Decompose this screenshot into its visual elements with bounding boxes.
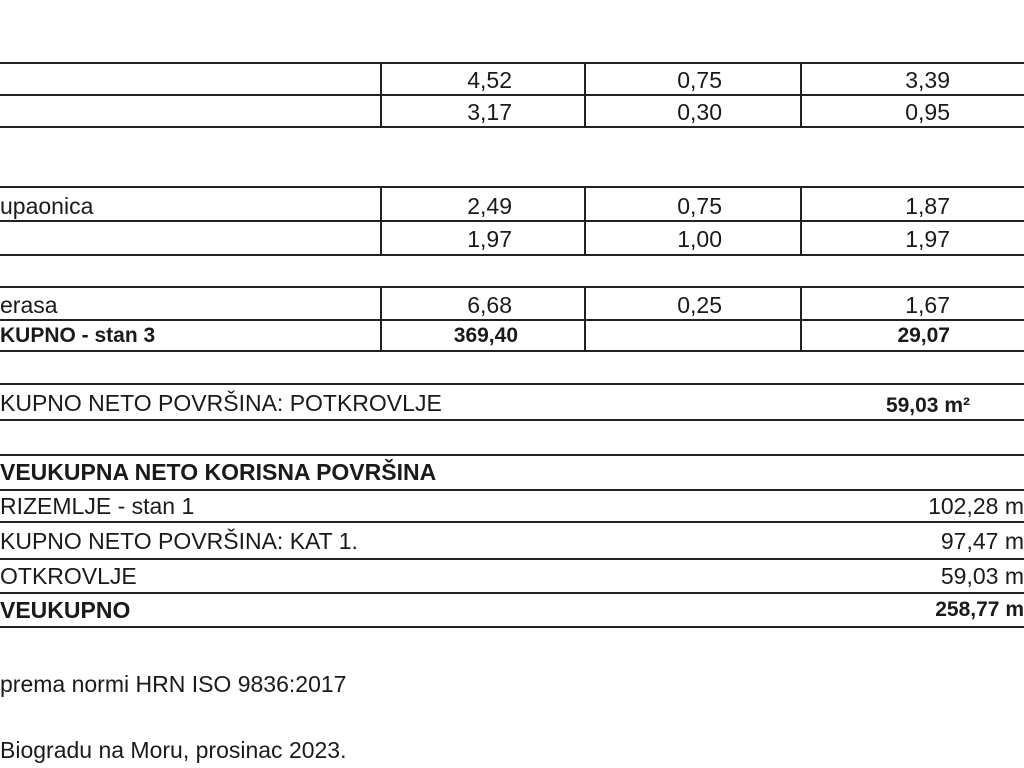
table-cell-area: 4,52	[467, 67, 512, 93]
table-cell-label: upaonica	[0, 193, 94, 219]
table-rule	[0, 558, 1024, 560]
table-rule	[0, 350, 1024, 352]
table-rule	[0, 521, 1024, 523]
table-cell-result: 3,39	[905, 67, 950, 93]
table-rule	[0, 626, 1024, 628]
table-column-divider	[800, 62, 802, 128]
sveukupno-label: VEUKUPNO	[0, 597, 131, 623]
neto-potkrovlje-label: KUPNO NETO POVRŠINA: POTKROVLJE	[0, 390, 442, 416]
table-column-divider	[380, 62, 382, 128]
subtotal-label: KUPNO - stan 3	[0, 324, 156, 347]
table-cell-result: 1,67	[905, 292, 950, 318]
table-rule	[0, 454, 1024, 456]
table-cell-area: 3,17	[467, 99, 512, 125]
table-rule	[0, 186, 1024, 188]
table-column-divider	[584, 62, 586, 128]
table-column-divider	[584, 186, 586, 256]
sveukupna-row-label: KUPNO NETO POVRŠINA: KAT 1.	[0, 528, 358, 554]
sveukupna-row-value: 102,28 m	[928, 493, 1024, 519]
table-rule	[0, 254, 1024, 256]
table-cell-label: erasa	[0, 292, 58, 318]
table-cell-coef: 1,00	[677, 226, 722, 252]
subtotal-result: 29,07	[897, 324, 950, 347]
table-rule	[0, 489, 1024, 491]
sveukupno-value: 258,77 m	[935, 598, 1024, 621]
table-cell-area: 2,49	[467, 193, 512, 219]
table-cell-result: 1,87	[905, 193, 950, 219]
table-rule	[0, 220, 1024, 222]
table-rule	[0, 94, 1024, 96]
sveukupna-row-value: 59,03 m	[940, 563, 1024, 589]
table-column-divider	[584, 286, 586, 352]
table-rule	[0, 62, 1024, 64]
sveukupna-row-label: RIZEMLJE - stan 1	[0, 493, 195, 519]
norm-text: prema normi HRN ISO 9836:2017	[0, 671, 347, 697]
table-cell-result: 1,97	[905, 226, 950, 252]
table-rule	[0, 383, 1024, 385]
table-cell-coef: 0,30	[677, 99, 722, 125]
place-date-text: Biogradu na Moru, prosinac 2023.	[0, 737, 347, 763]
table-rule	[0, 319, 1024, 321]
table-column-divider	[380, 286, 382, 352]
neto-potkrovlje-value: 59,03 m²	[885, 394, 970, 417]
table-cell-area: 1,97	[467, 226, 512, 252]
table-cell-coef: 0,75	[677, 193, 722, 219]
table-column-divider	[800, 186, 802, 256]
sveukupna-row-value: 97,47 m	[940, 528, 1024, 554]
table-rule	[0, 592, 1024, 594]
subtotal-area: 369,40	[453, 324, 518, 347]
table-rule	[0, 286, 1024, 288]
table-column-divider	[380, 186, 382, 256]
table-cell-area: 6,68	[467, 292, 512, 318]
table-cell-coef: 0,75	[677, 67, 722, 93]
table-cell-coef: 0,25	[677, 292, 722, 318]
table-rule	[0, 126, 1024, 128]
sveukupna-heading: VEUKUPNA NETO KORISNA POVRŠINA	[0, 459, 437, 485]
table-column-divider	[800, 286, 802, 352]
table-cell-result: 0,95	[905, 99, 950, 125]
sveukupna-row-label: OTKROVLJE	[0, 563, 137, 589]
